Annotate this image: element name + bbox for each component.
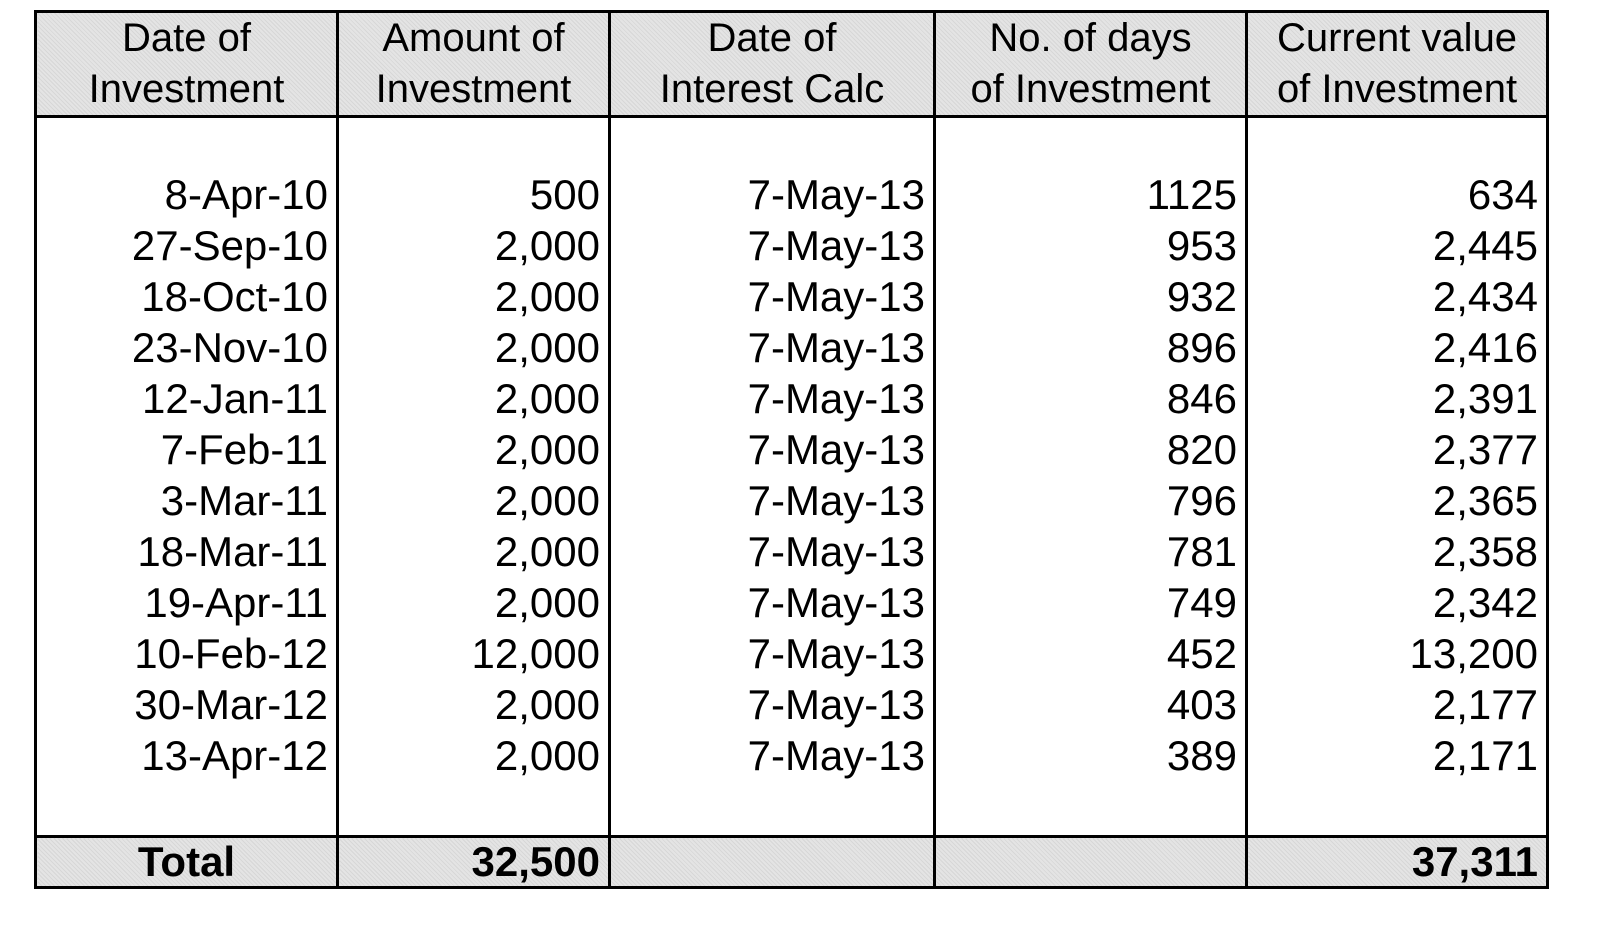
table-row — [36, 475, 1548, 526]
cell-date-of-investment: 23-Nov-10 — [36, 322, 338, 373]
header-date-of-interest-calc — [610, 12, 935, 117]
cell-date-of-investment: 7-Feb-11 — [36, 424, 338, 475]
header-line: Amount of — [382, 16, 565, 60]
header-line: of Investment — [970, 67, 1211, 111]
cell-current-value: 2,177 — [1247, 679, 1548, 730]
cell-date-of-investment: 12-Jan-11 — [36, 373, 338, 424]
header-no-of-days — [935, 12, 1247, 117]
table-row — [36, 424, 1548, 475]
cell-date-of-investment: 18-Mar-11 — [36, 526, 338, 577]
cell-amount: 2,000 — [338, 475, 610, 526]
cell-interest-calc-date: 7-May-13 — [610, 169, 935, 220]
cell-days: 403 — [935, 679, 1247, 730]
cell-amount: 2,000 — [338, 322, 610, 373]
table-footer — [36, 837, 1548, 888]
cell-amount: 2,000 — [338, 220, 610, 271]
cell-interest-calc-date: 7-May-13 — [610, 424, 935, 475]
cell-date-of-investment: 3-Mar-11 — [36, 475, 338, 526]
cell-date-of-investment: 19-Apr-11 — [36, 577, 338, 628]
cell-amount: 2,000 — [338, 577, 610, 628]
cell-current-value: 2,342 — [1247, 577, 1548, 628]
cell-current-value: 2,377 — [1247, 424, 1548, 475]
total-row — [36, 837, 1548, 888]
header-line: Interest Calc — [659, 67, 885, 111]
cell-days: 896 — [935, 322, 1247, 373]
empty-cell — [935, 837, 1247, 888]
table-row — [36, 271, 1548, 322]
cell-amount: 2,000 — [338, 424, 610, 475]
header-line: Current value — [1276, 16, 1518, 60]
cell-interest-calc-date: 7-May-13 — [610, 271, 935, 322]
empty-cell — [935, 117, 1247, 169]
cell-amount: 2,000 — [338, 730, 610, 781]
table-row — [36, 169, 1548, 220]
table-row — [36, 577, 1548, 628]
cell-interest-calc-date: 7-May-13 — [610, 322, 935, 373]
cell-date-of-investment: 27-Sep-10 — [36, 220, 338, 271]
header-row — [36, 12, 1548, 117]
empty-cell — [610, 117, 935, 169]
cell-date-of-investment: 8-Apr-10 — [36, 169, 338, 220]
table-row — [36, 679, 1548, 730]
header-line: Investment — [375, 67, 572, 111]
table-row — [36, 526, 1548, 577]
total-current-value: 37,311 — [1247, 837, 1548, 888]
cell-interest-calc-date: 7-May-13 — [610, 373, 935, 424]
cell-amount: 2,000 — [338, 271, 610, 322]
cell-days: 932 — [935, 271, 1247, 322]
spacer-row — [36, 781, 1548, 837]
header-amount-of-investment — [338, 12, 610, 117]
cell-interest-calc-date: 7-May-13 — [610, 475, 935, 526]
empty-cell — [338, 117, 610, 169]
cell-current-value: 2,391 — [1247, 373, 1548, 424]
table-row — [36, 628, 1548, 679]
cell-current-value: 634 — [1247, 169, 1548, 220]
cell-amount: 2,000 — [338, 373, 610, 424]
header-line: Investment — [88, 67, 285, 111]
cell-date-of-investment: 30-Mar-12 — [36, 679, 338, 730]
cell-amount: 2,000 — [338, 679, 610, 730]
cell-date-of-investment: 13-Apr-12 — [36, 730, 338, 781]
cell-interest-calc-date: 7-May-13 — [610, 577, 935, 628]
investment-table — [34, 10, 1549, 889]
cell-current-value: 2,171 — [1247, 730, 1548, 781]
cell-current-value: 2,434 — [1247, 271, 1548, 322]
cell-interest-calc-date: 7-May-13 — [610, 220, 935, 271]
empty-cell — [36, 117, 338, 169]
cell-interest-calc-date: 7-May-13 — [610, 628, 935, 679]
cell-days: 846 — [935, 373, 1247, 424]
cell-date-of-investment: 10-Feb-12 — [36, 628, 338, 679]
empty-cell — [610, 781, 935, 837]
empty-cell — [610, 837, 935, 888]
header-current-value — [1247, 12, 1548, 117]
cell-days: 749 — [935, 577, 1247, 628]
cell-amount: 12,000 — [338, 628, 610, 679]
total-amount: 32,500 — [338, 837, 610, 888]
cell-interest-calc-date: 7-May-13 — [610, 679, 935, 730]
cell-days: 452 — [935, 628, 1247, 679]
cell-days: 1125 — [935, 169, 1247, 220]
cell-current-value: 2,358 — [1247, 526, 1548, 577]
header-date-of-investment — [36, 12, 338, 117]
cell-date-of-investment: 18-Oct-10 — [36, 271, 338, 322]
cell-days: 953 — [935, 220, 1247, 271]
cell-amount: 2,000 — [338, 526, 610, 577]
total-label: Total — [36, 837, 338, 888]
cell-amount: 500 — [338, 169, 610, 220]
empty-cell — [1247, 117, 1548, 169]
cell-days: 796 — [935, 475, 1247, 526]
cell-days: 781 — [935, 526, 1247, 577]
table-header — [36, 12, 1548, 117]
empty-cell — [1247, 781, 1548, 837]
empty-cell — [935, 781, 1247, 837]
cell-current-value: 13,200 — [1247, 628, 1548, 679]
cell-current-value: 2,416 — [1247, 322, 1548, 373]
cell-interest-calc-date: 7-May-13 — [610, 730, 935, 781]
spacer-row — [36, 117, 1548, 169]
empty-cell — [338, 781, 610, 837]
cell-days: 389 — [935, 730, 1247, 781]
table-row — [36, 373, 1548, 424]
header-line: Date of — [122, 16, 251, 60]
cell-interest-calc-date: 7-May-13 — [610, 526, 935, 577]
header-line: of Investment — [1276, 67, 1518, 111]
table-row — [36, 730, 1548, 781]
cell-current-value: 2,365 — [1247, 475, 1548, 526]
empty-cell — [36, 781, 338, 837]
header-line: Date of — [707, 16, 837, 60]
table-row — [36, 322, 1548, 373]
cell-days: 820 — [935, 424, 1247, 475]
table-body — [36, 117, 1548, 837]
cell-current-value: 2,445 — [1247, 220, 1548, 271]
header-line: No. of days — [989, 16, 1192, 60]
table-row — [36, 220, 1548, 271]
